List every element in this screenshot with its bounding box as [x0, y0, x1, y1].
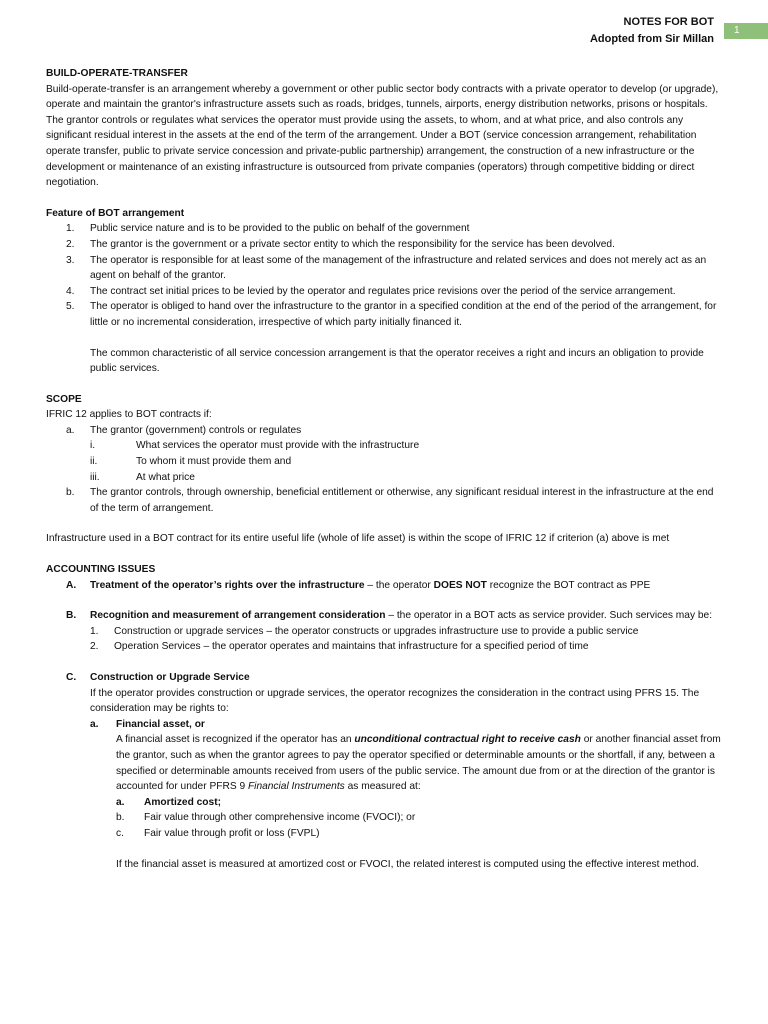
accounting-item-c: C. Construction or Upgrade Service [66, 672, 250, 683]
scope-heading: SCOPE [46, 393, 82, 405]
page-number-badge: 1 [724, 23, 768, 39]
features-note: The common characteristic of all service concession arrangement is that the operator receives a right and incurs an obligation to provide public services. [90, 347, 704, 375]
scope-intro: IFRIC 12 applies to BOT contracts if: [46, 409, 212, 421]
construction-text: If the operator provides construction or upgrade services, the operator recognizes the consideration in the contract using PFRS 15. The consideration may be rights to: [90, 687, 700, 715]
financial-asset-item: a. Financial asset, or [90, 718, 205, 730]
service-item: 1. Construction or upgrade services – the operator constructs or upgrades infrastructure use to provide a public service [90, 625, 639, 637]
feature-item: 5. The operator is obliged to hand over the infrastructure to the grantor in a specified condition at the end of the period of the arrangement, for little or no incremental consideration, irrespective of which party initially financed it. [66, 301, 717, 328]
scope-closing: Infrastructure used in a BOT contract for its entire useful life (whole of life asset) is within the scope of IFRIC 12 if criterion (a) above is met [46, 533, 670, 545]
scope-item-b: b. The grantor controls, through ownership, beneficial entitlement or otherwise, any significant residual interest in the infrastructure at the end of the term of arrangement. [66, 487, 714, 514]
accounting-heading: ACCOUNTING ISSUES [46, 564, 156, 576]
financial-asset-text: A financial asset is recognized if the operator has an unconditional contractual right to receive cash or another financial asset from the grantor, such as when the grantor agrees to pay the operator specified or determinable amounts or the shortfall, if any, between a specified or determinable amounts received from users of the public service. The amount due from or at the direction of the grantor is accounted for under PFRS 9 Financial Instruments as measured at: [116, 734, 721, 793]
service-item: 2. Operation Services – the operator operates and maintains that infrastructure for a specified period of time [90, 641, 589, 653]
accounting-item-a: A. Treatment of the operator’s rights over the infrastructure – the operator DOES NOT recognize the BOT contract as PPE [66, 579, 651, 591]
feature-item: 1. Public service nature and is to be provided to the public on behalf of the government [66, 223, 470, 235]
header-title: NOTES FOR BOT [623, 16, 714, 28]
document-body [46, 66, 724, 872]
accounting-item-b: B. Recognition and measurement of arrangement consideration – the operator in a BOT acts as service provider. Such services may be: [66, 610, 713, 622]
final-paragraph: If the financial asset is measured at amortized cost or FVOCI, the related interest is computed using the effective interest method. [116, 858, 700, 870]
feature-item: 4. The contract set initial prices to be levied by the operator and regulates price revisions over the period of the service arrangement. [66, 285, 676, 297]
scope-item-a: a. The grantor (government) controls or regulates [66, 424, 302, 436]
measurement-item: a. Amortized cost; [116, 796, 221, 808]
features-heading: Feature of BOT arrangement [46, 207, 185, 219]
measurement-item: b. Fair value through other comprehensive income (FVOCI); or [116, 812, 416, 824]
bot-heading: BUILD-OPERATE-TRANSFER [46, 68, 188, 79]
bot-paragraph: Build-operate-transfer is an arrangement whereby a government or other public sector body contracts with a private operator to develop (or upgrade), operate and maintain the grantor's infrastructure assets such as roads, bridges, tunnels, airports, energy distribution networks, prisons or hospitals. The grantor controls or regulates what services the operator must provide using the assets, to whom, and at what price, and also controls any significant residual interest in the assets at the end of the term of the arrangement. Under a BOT (service concession arrangement, rehabilitation operate transfer, public to private service concession and private-public partnership) arrangement, the construction of a new infrastructure or the development or maintenance of an existing infrastructure is outsourced from private companies (operators) through competitive bidding or direct negotiation. [46, 83, 719, 189]
page-header [590, 14, 714, 48]
feature-item: 2. The grantor is the government or a private sector entity to which the responsibility for the service has been devolved. [66, 238, 615, 250]
feature-item: 3. The operator is responsible for at least some of the management of the infrastructure and related services and does not merely act as an agent on behalf of the grantor. [66, 254, 707, 282]
measurement-item: c. Fair value through profit or loss (FVPL) [116, 827, 320, 839]
scope-subitem: iii. At what price [90, 471, 195, 483]
scope-subitem: ii. To whom it must provide them and [90, 456, 292, 468]
scope-subitem: i. What services the operator must provide with the infrastructure [90, 440, 420, 452]
header-subtitle: Adopted from Sir Millan [589, 33, 714, 45]
